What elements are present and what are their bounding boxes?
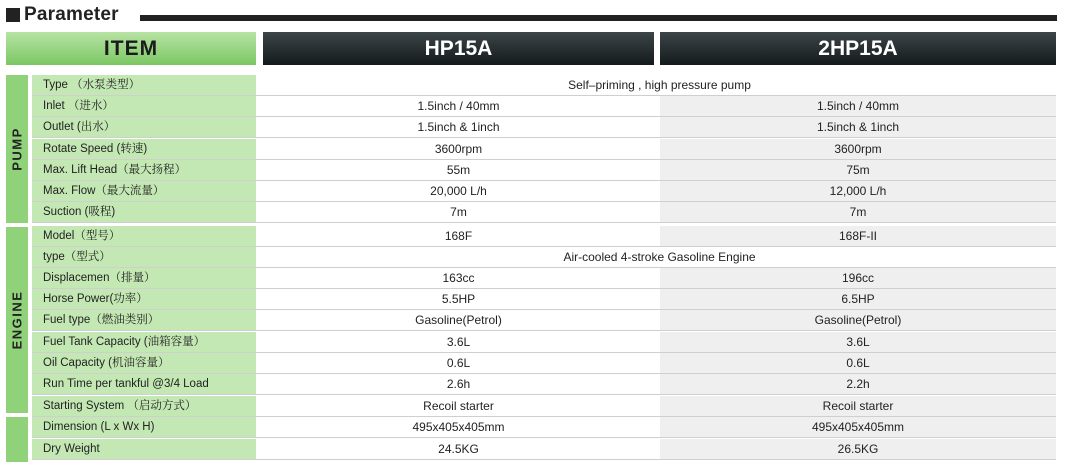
row-value-hp15a: 3600rpm [263,139,654,159]
table-row [32,117,1056,138]
table-row [32,439,1056,460]
row-label: Max. Flow（最大流量） [32,181,256,201]
title-divider [140,15,1057,21]
table-row [32,396,1056,417]
row-value-hp15a: Recoil starter [263,396,654,416]
row-value-hp15a: 2.6h [263,374,654,394]
table-row [32,353,1056,374]
group-engine-label: ENGINE [9,290,25,350]
row-value-2hp15a: 1.5inch & 1inch [660,117,1056,137]
title-square-icon [6,8,20,22]
table-row [32,247,1056,268]
header-model-a: HP15A [263,32,654,65]
row-value-2hp15a: 3.6L [660,332,1056,352]
row-label: Fuel Tank Capacity (油箱容量） [32,332,256,352]
row-label: Suction (吸程) [32,202,256,222]
row-value-hp15a: 0.6L [263,353,654,373]
row-label: Max. Lift Head（最大扬程） [32,160,256,180]
row-value-hp15a: 168F [263,226,654,246]
row-label: Starting System （启动方式） [32,396,256,416]
header-model-b: 2HP15A [660,32,1056,65]
table-row [32,75,1056,96]
row-value-shared: Air-cooled 4-stroke Gasoline Engine [263,247,1056,267]
row-label: type（型式） [32,247,256,267]
section-title: Parameter [24,4,119,25]
row-value-2hp15a: 75m [660,160,1056,180]
row-label: Fuel type（燃油类别） [32,310,256,330]
row-value-hp15a: 7m [263,202,654,222]
row-value-hp15a: 5.5HP [263,289,654,309]
group-dimensions [6,417,28,462]
row-label: Dry Weight [32,439,256,459]
row-value-hp15a: 495x405x405mm [263,417,654,437]
table-row [32,268,1056,289]
row-label: Outlet (出水） [32,117,256,137]
row-value-hp15a: 20,000 L/h [263,181,654,201]
row-value-2hp15a: 0.6L [660,353,1056,373]
row-value-2hp15a: 12,000 L/h [660,181,1056,201]
row-value-2hp15a: Gasoline(Petrol) [660,310,1056,330]
table-row [32,181,1056,202]
row-value-hp15a: 24.5KG [263,439,654,459]
row-value-2hp15a: 1.5inch / 40mm [660,96,1056,116]
row-label: Dimension (L x Wx H) [32,417,256,437]
row-value-shared: Self–priming , high pressure pump [263,75,1056,95]
row-value-hp15a: 3.6L [263,332,654,352]
row-value-hp15a: 55m [263,160,654,180]
header-item: ITEM [6,32,256,65]
row-label: Run Time per tankful @3/4 Load [32,374,256,394]
table-row [32,202,1056,223]
group-pump-label: PUMP [9,127,25,171]
table-row [32,374,1056,395]
row-value-2hp15a: Recoil starter [660,396,1056,416]
row-label: Horse Power(功率） [32,289,256,309]
table-row [32,417,1056,438]
row-value-2hp15a: 196cc [660,268,1056,288]
group-pump [6,75,28,223]
row-value-hp15a: 163cc [263,268,654,288]
row-value-2hp15a: 7m [660,202,1056,222]
table-row [32,310,1056,331]
table-row [32,96,1056,117]
table-row [32,160,1056,181]
row-label: Displacemen（排量） [32,268,256,288]
table-row [32,332,1056,353]
table-row [32,289,1056,310]
group-engine [6,227,28,413]
row-label: Model（型号） [32,226,256,246]
row-value-2hp15a: 495x405x405mm [660,417,1056,437]
section-title-bar [6,4,1058,28]
row-label: Type （水泵类型） [32,75,256,95]
table-row [32,226,1056,247]
row-label: Oil Capacity (机油容量） [32,353,256,373]
row-value-2hp15a: 26.5KG [660,439,1056,459]
row-value-2hp15a: 6.5HP [660,289,1056,309]
row-value-hp15a: 1.5inch & 1inch [263,117,654,137]
row-value-hp15a: 1.5inch / 40mm [263,96,654,116]
row-value-2hp15a: 2.2h [660,374,1056,394]
row-label: Rotate Speed (转速) [32,139,256,159]
row-value-2hp15a: 3600rpm [660,139,1056,159]
row-value-2hp15a: 168F-II [660,226,1056,246]
table-row [32,139,1056,160]
row-value-hp15a: Gasoline(Petrol) [263,310,654,330]
row-label: Inlet （进水） [32,96,256,116]
